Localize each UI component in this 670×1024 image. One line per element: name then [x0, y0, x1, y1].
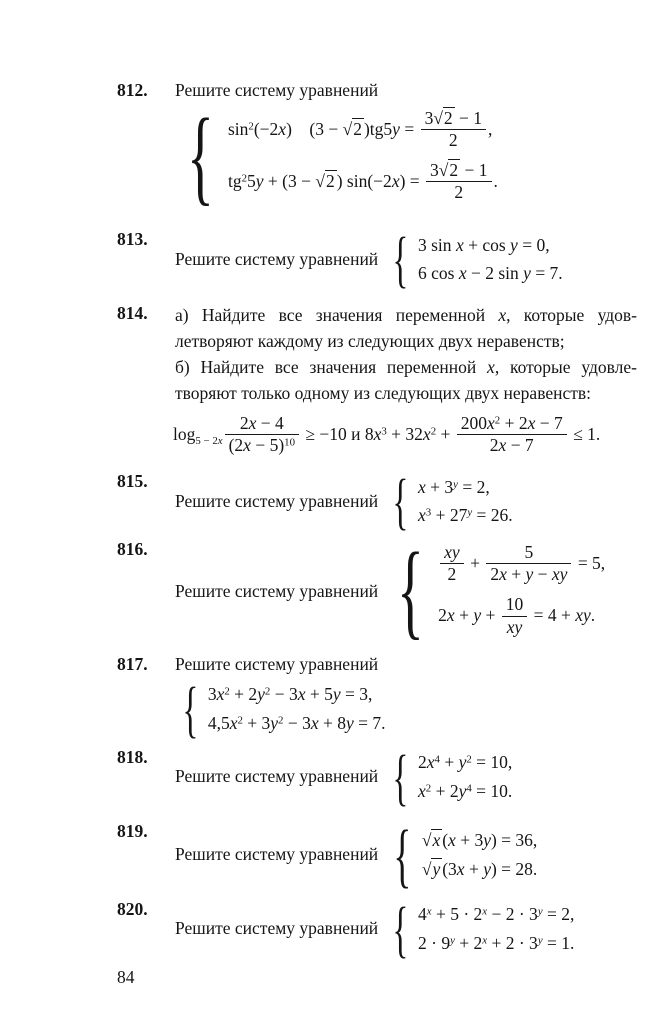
problem-815	[117, 466, 553, 536]
problem-number: 813.	[117, 229, 148, 250]
problem-text: Решите систему уравнений	[175, 80, 379, 100]
equation: $x + 3^y = 2$,	[418, 476, 490, 497]
equation-system	[418, 473, 513, 530]
inequalities-formula: $\log_{5 - 2x}$ $\frac{2x - 4}{(2x - 5)^{10}}$ ≥ −10 и $8x^3 + 32x^2$ + $\frac{200x^2 + 2x - 7}{2x - 7}$ ≤ 1.	[173, 412, 601, 456]
equation: $tg^25y + (3 - √2$ ) sin(−2x) = $\frac{3√2 - 1}{2}$ .	[227, 159, 498, 203]
problem-text: Решите систему уравнений	[175, 248, 379, 269]
problem-820	[117, 893, 575, 964]
equation: 2x + y + $\frac{10}{xy}$ = 4 + xy.	[438, 593, 596, 637]
problem-number: 820.	[117, 898, 148, 919]
system-brace: {	[392, 466, 409, 536]
equation: 6 cos x − 2 sin y = 7.	[418, 263, 563, 284]
problem-818	[117, 741, 553, 812]
system-brace: {	[397, 531, 425, 651]
problem-812	[117, 80, 553, 216]
problem-text: Решите систему уравнений	[175, 653, 379, 674]
equation-system	[418, 900, 574, 957]
problem-number: 815.	[117, 471, 148, 492]
system-brace: {	[392, 893, 409, 964]
equation: $\sin^2(-2x)$ (3 − √2 )tg5y = $\frac{3√2 - 1}{2}$ ,	[227, 107, 493, 151]
problem-813	[117, 224, 563, 295]
system-brace: {	[182, 673, 199, 744]
equation: $x^2 + 2y^4 = 10$.	[418, 780, 513, 801]
page-number: 84	[117, 966, 135, 987]
equation: $3x^2 + 2y^2 - 3x + 5y = 3$,	[207, 684, 373, 705]
equation: $4^x + 5 \cdot 2^x - 2 \cdot 3^y = 2$,	[418, 904, 575, 925]
equation: √y (3x + y) = 28.	[421, 858, 538, 879]
system-brace: {	[187, 97, 214, 216]
equation: $\frac{xy}{2}$ + $\frac{5}{2x + y - xy}$ = 5,	[438, 539, 605, 591]
problem-number: 817.	[117, 653, 148, 674]
system-brace: {	[392, 224, 409, 295]
equation: $2 \cdot 9^y + 2^x + 2 \cdot 3^y = 1$.	[418, 932, 575, 953]
problem-text: Решите систему уравнений	[175, 490, 379, 511]
equation-system	[418, 231, 563, 288]
problem-number: 812.	[117, 80, 148, 100]
equation-system	[438, 539, 605, 643]
problem-text: Решите систему уравнений	[175, 580, 379, 601]
equation-system	[175, 673, 637, 744]
problem-number: 816.	[117, 539, 148, 560]
equation: √x (x + 3y) = 36,	[421, 830, 538, 851]
equation-system	[422, 826, 537, 883]
problem-text: б) Найдите все значения переменной x, которые удовле-	[175, 357, 637, 378]
problem-number: 818.	[117, 746, 148, 767]
problem-number: 814.	[117, 303, 148, 324]
problem-number: 819.	[117, 820, 148, 841]
equation: 3 sin x + cos y = 0,	[418, 235, 550, 256]
equation-system	[418, 748, 512, 805]
system-brace: {	[393, 814, 412, 895]
system-brace: {	[392, 741, 409, 812]
problem-text: Решите систему уравнений	[175, 918, 379, 938]
problem-817	[117, 653, 553, 744]
equation-system	[175, 97, 637, 216]
problem-819	[117, 814, 553, 895]
problem-816	[117, 531, 606, 651]
problem-text: творяют только одному из следующих двух неравенств:	[175, 383, 592, 404]
equation: $4,5x^2 + 3y^2 - 3x + 8y = 7$.	[207, 712, 386, 733]
problem-text: Решите систему уравнений	[175, 844, 379, 864]
equation: $x^3 + 27^y = 26$.	[418, 505, 513, 526]
problem-text: а) Найдите все значения переменной x, которые удов-	[175, 305, 637, 326]
problem-text: летворяют каждому из следующих двух неравенств;	[175, 331, 565, 352]
problem-814	[117, 303, 637, 457]
equation: $2x^4 + y^2 = 10$,	[418, 752, 513, 773]
problem-text: Решите систему уравнений	[175, 766, 379, 786]
